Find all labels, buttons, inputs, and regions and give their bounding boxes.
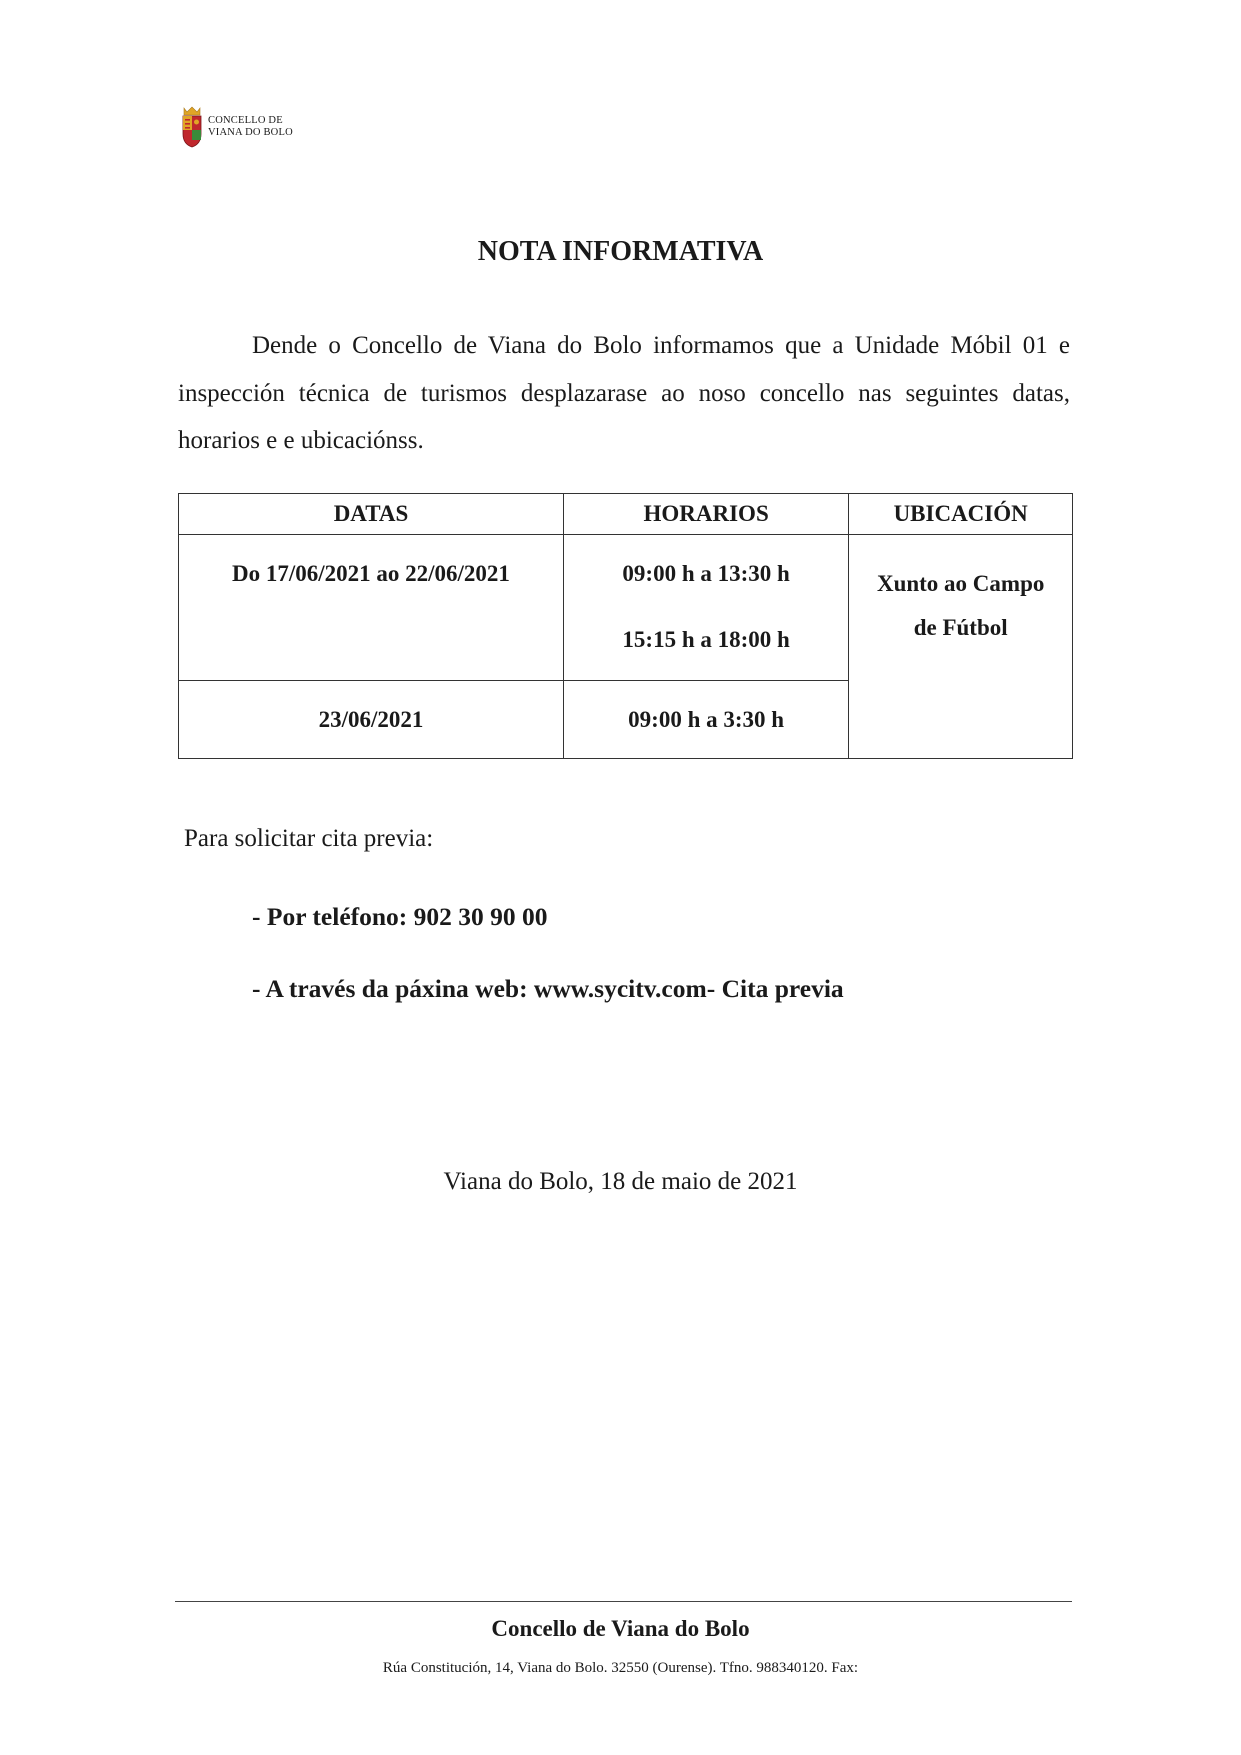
municipal-logo [180,106,293,148]
appointment-label: Para solicitar cita previa: [184,825,434,852]
footer-name: Concello de Viana do Bolo [491,1616,750,1641]
location-cell [849,535,1073,759]
logo-line-2: VIANA DO BOLO [208,127,293,138]
intro-paragraph: Dende o Concello de Viana do Bolo informamos que a Unidade Móbil 01 e inspección técnica de turismos desplazarase ao noso concello nas seguintes datas, horarios e e ubicaciónss. [178,332,1070,454]
table-row [179,535,1073,681]
coat-of-arms-icon [180,106,204,148]
table-header-row [179,494,1073,535]
date-cell: 23/06/2021 [179,681,564,759]
location-line-1: Xunto ao Campo [876,570,1045,596]
location-line-2: de Fútbol [913,614,1008,640]
logo-line-1: CONCELLO DE [208,115,283,126]
appointment-web: - A través da páxina web: www.sycitv.com- Cita previa [252,974,844,1003]
place-date: Viana do Bolo, 18 de maio de 2021 [443,1168,798,1195]
document-title: NOTA INFORMATIVA [477,236,764,267]
schedule-table [178,493,1073,759]
header-ubicacion: UBICACIÓN [849,494,1073,535]
logo-text [208,115,293,139]
header-datas: DATAS [179,494,564,535]
footer-address: Rúa Constitución, 14, Viana do Bolo. 32550 (Ourense). Tfno. 988340120. Fax: [382,1660,859,1676]
appointment-phone: - Por teléfono: 902 30 90 00 [252,902,548,931]
date-cell [179,535,564,681]
times-cell: 09:00 h a 3:30 h [563,681,848,759]
date-range: Do 17/06/2021 ao 22/06/2021 [232,561,510,586]
time-slot-afternoon: 15:15 h a 18:00 h [622,627,790,652]
footer-divider [175,1601,1072,1602]
time-slot-morning: 09:00 h a 13:30 h [622,561,790,586]
times-cell [563,535,848,681]
header-horarios: HORARIOS [563,494,848,535]
